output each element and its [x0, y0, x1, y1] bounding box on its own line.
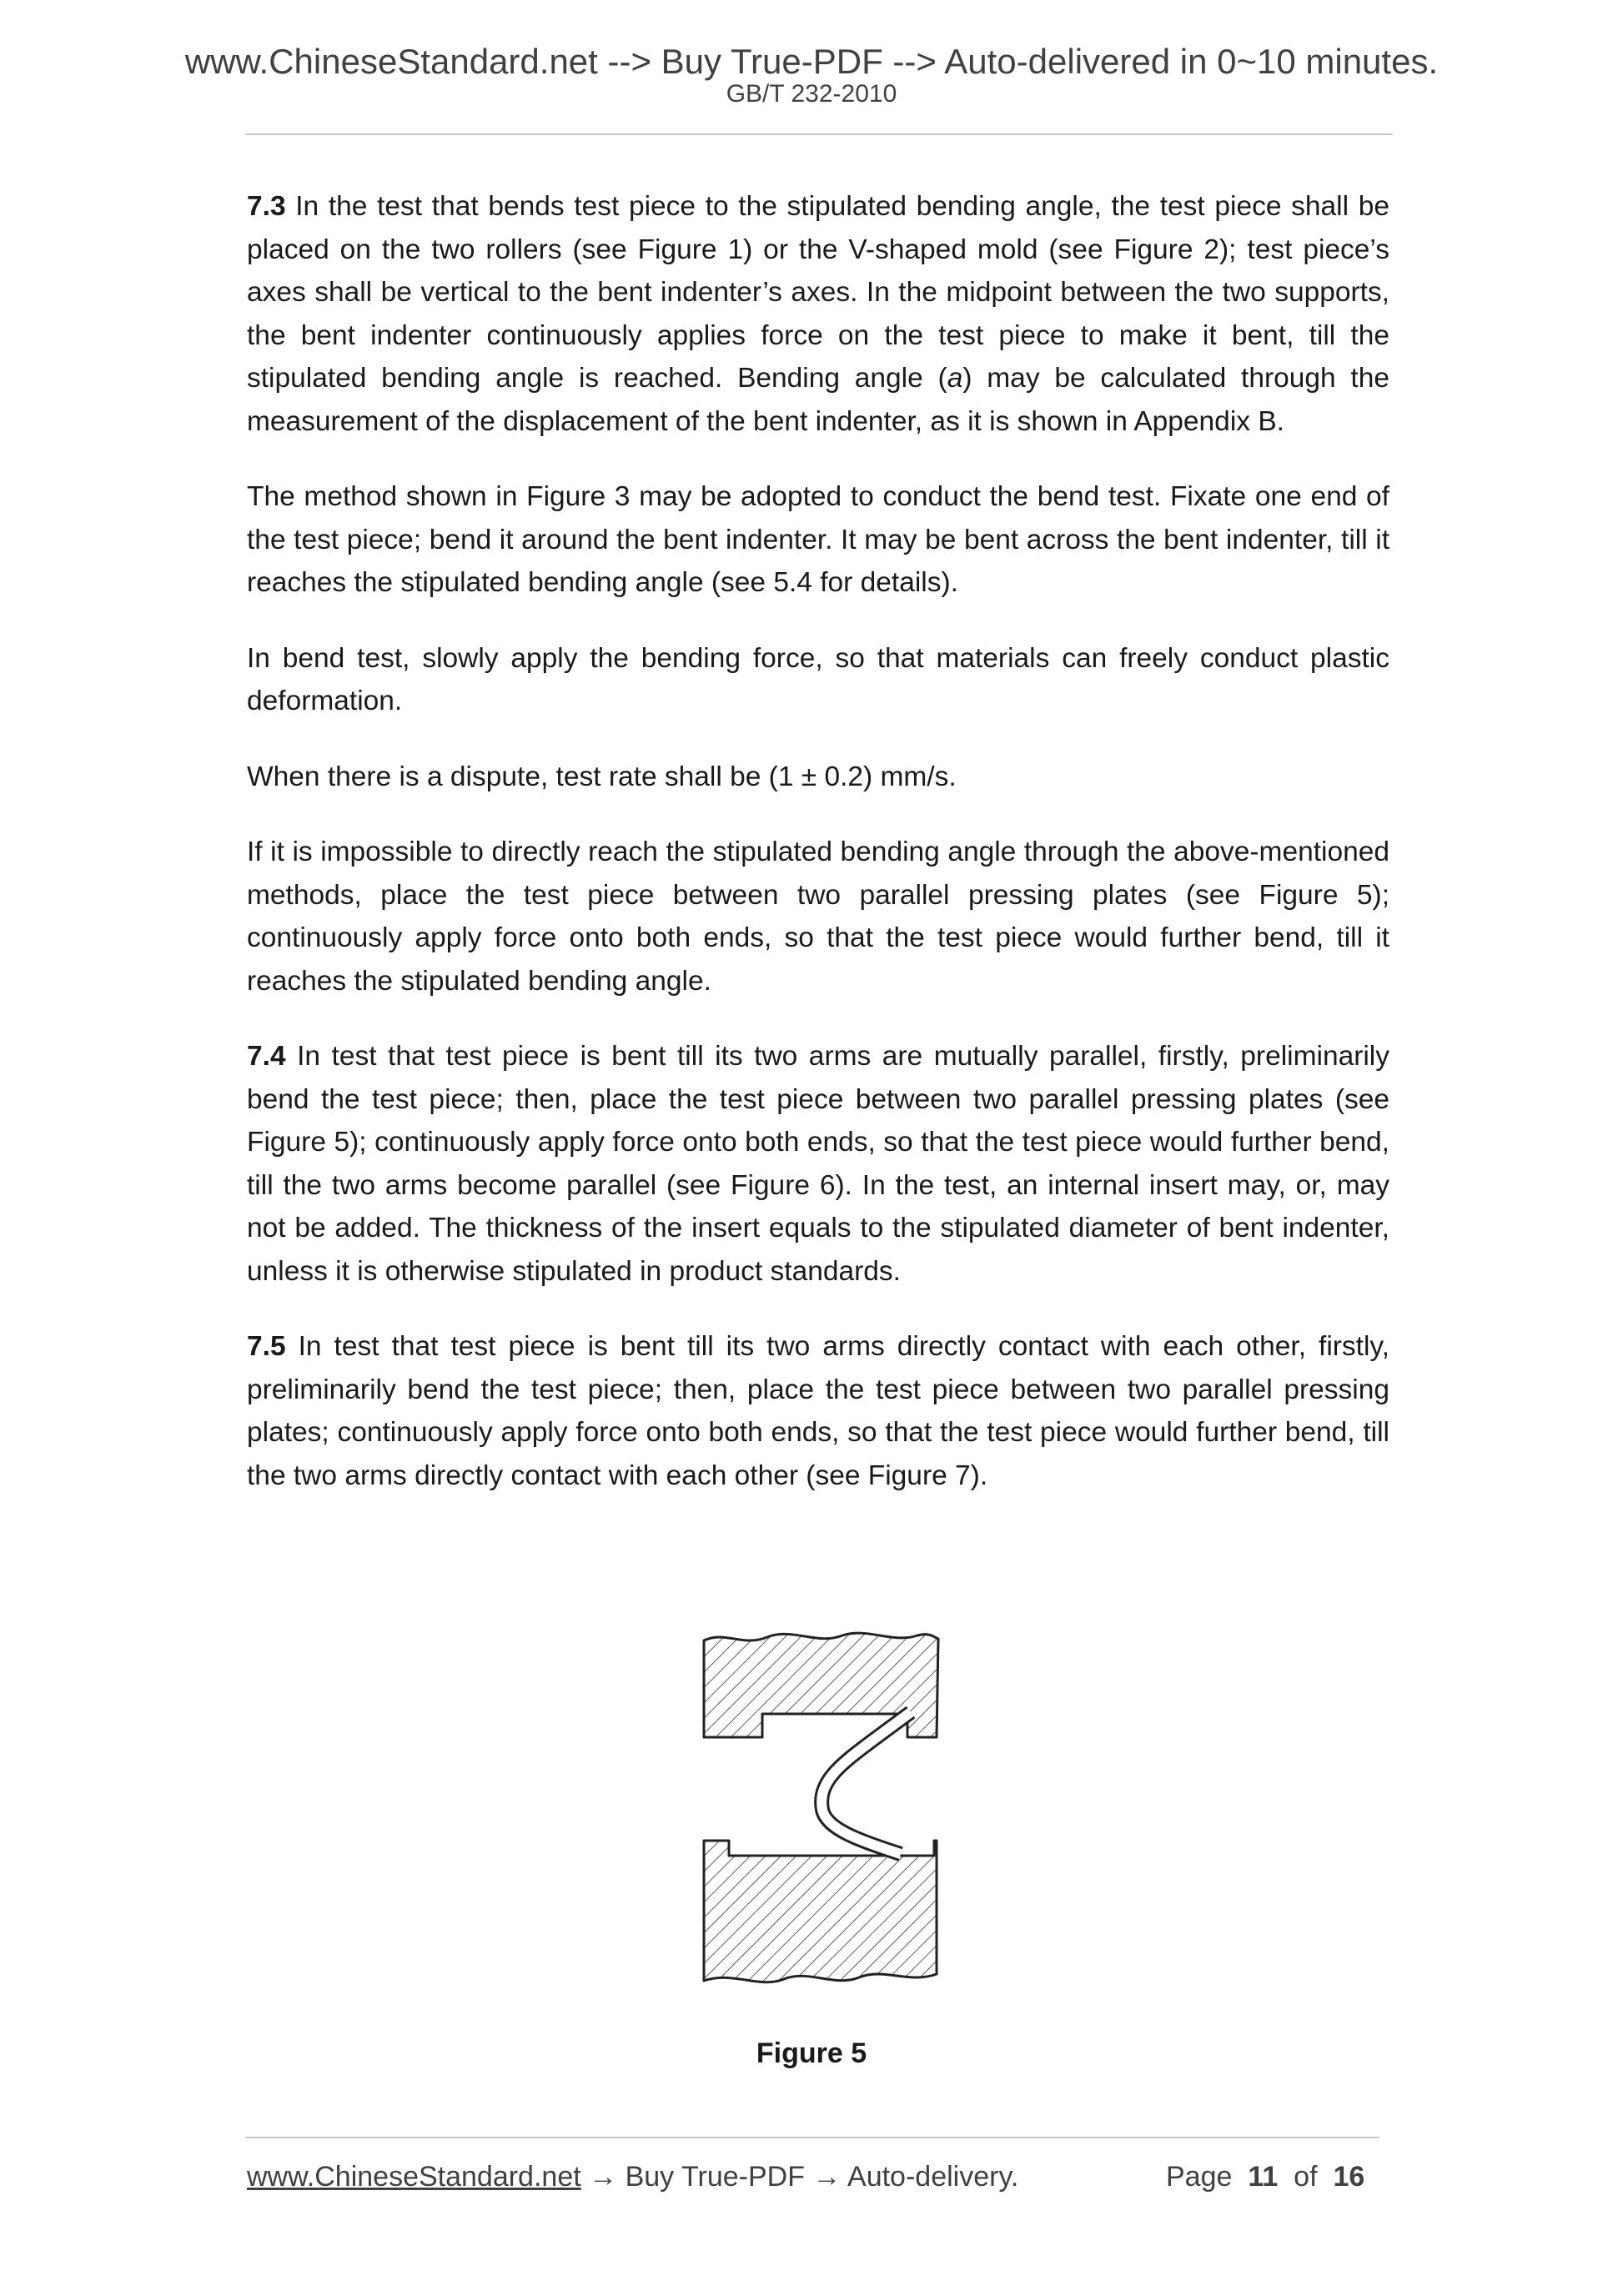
paragraph-7-4 — [247, 1035, 1389, 1293]
paragraph-text: In test that test piece is bent till its two arms are mutually parallel, firstly, preliminarily bend the test piece; then, place the test piece between two parallel pressing plates (see Figure 5); continuously apply force onto both ends, so that the test piece would further bend, till the two arms become parallel (see Figure 6). In the test, an internal insert may, or, may not be added. The thickness of the insert equals to the stipulated diameter of bent indenter, unless it is otherwise stipulated in product standards. — [247, 1041, 1389, 1287]
paragraph-text: In the test that bends test piece to the stipulated bending angle, the test piece shall be placed on the two rollers (see Figure 1) or the V-shaped mold (see Figure 2); test piece’s axes shall be vertical to the bent indenter’s axes. In the midpoint between the two supports, the bent indenter continuously applies force on the test piece to make it bent, till the stipulated bending angle is reached. Bending angle ( — [247, 191, 1389, 394]
paragraph-7-5 — [247, 1325, 1389, 1497]
paragraph-test-rate: When there is a dispute, test rate shall be (1 ± 0.2) mm/s. — [247, 761, 957, 792]
footer-site-link[interactable]: www.ChineseStandard.net — [247, 2161, 581, 2193]
clause-number: 7.5 — [247, 1331, 286, 1362]
of-label: of — [1294, 2161, 1318, 2193]
footer-delivery-text: Auto-delivery. — [847, 2161, 1019, 2193]
footer-links — [247, 2160, 1018, 2193]
clause-number: 7.3 — [247, 191, 286, 222]
figure-5-drawing — [692, 1622, 942, 1997]
bent-test-piece — [822, 1712, 911, 1854]
paragraph-figure-3-method: The method shown in Figure 3 may be adopted to conduct the bend test. Fixate one end of the test piece; bend it around the bent indenter. It may be bent across the bent indenter, till it reaches the stipulated bending angle (see 5.4 for details). — [247, 481, 1389, 598]
footer-buy-text: Buy True-PDF — [625, 2161, 805, 2193]
angle-symbol: a — [947, 363, 963, 394]
footer-divider — [245, 2137, 1379, 2138]
paragraph-text: ) may be calculated through the measurement of the displacement of the bent indenter, as it is shown in Appendix B. — [247, 363, 1389, 437]
figure-caption: Figure 5 — [756, 2037, 867, 2069]
arrow-icon: → — [580, 2161, 626, 2193]
arrow-icon: → — [804, 2161, 848, 2193]
document-code: GB/T 232-2010 — [726, 80, 897, 108]
current-page-number: 11 — [1248, 2161, 1279, 2193]
paragraph-text: In test that test piece is bent till its two arms directly contact with each other, firstly, preliminarily bend the test piece; then, place the test piece between two parallel pressing plates; continuously apply force onto both ends, so that the test piece would further bend, till the two arms directly contact with each other (see Figure 7). — [247, 1331, 1389, 1491]
paragraph-parallel-plates: If it is impossible to directly reach the stipulated bending angle through the above-mentioned methods, place the test piece between two parallel pressing plates (see Figure 5); continuously apply force onto both ends, so that the test piece would further bend, till it reaches the stipulated bending angle. — [247, 837, 1389, 997]
lower-pressing-plate — [704, 1841, 937, 1982]
paragraph-bending-force: In bend test, slowly apply the bending force, so that materials can freely conduct plastic deformation. — [247, 642, 1389, 716]
document-body — [247, 185, 1389, 1497]
top-banner[interactable]: www.ChineseStandard.net --> Buy True-PDF --> Auto-delivered in 0~10 minutes. — [184, 42, 1439, 81]
clause-number: 7.4 — [247, 1041, 286, 1072]
total-pages: 16 — [1333, 2161, 1365, 2193]
header-divider — [245, 133, 1393, 135]
page-label: Page — [1166, 2161, 1233, 2193]
page-indicator — [1166, 2160, 1364, 2193]
paragraph-7-3 — [247, 185, 1389, 443]
